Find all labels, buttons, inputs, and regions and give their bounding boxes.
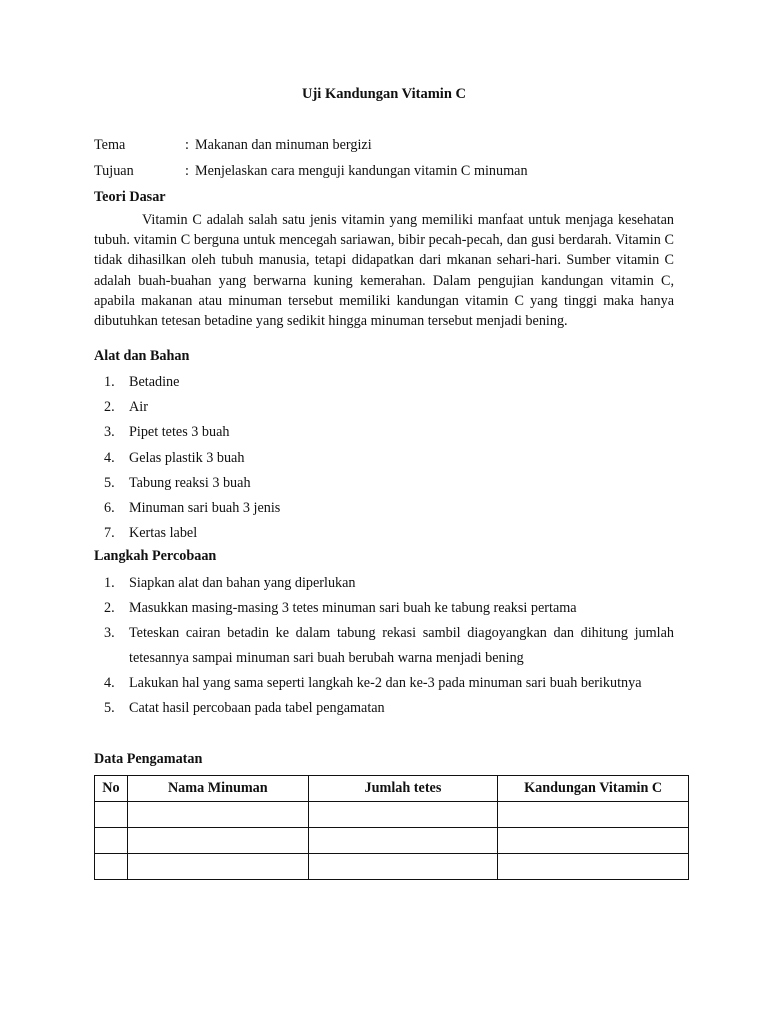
table-cell (498, 854, 689, 880)
langkah-list (94, 571, 674, 721)
list-number: 1. (104, 374, 115, 390)
meta-separator: : (185, 163, 189, 179)
meta-row-tema (94, 137, 694, 157)
column-header-no: No (95, 776, 128, 802)
table-row (95, 828, 689, 854)
teori-paragraph: Vitamin C adalah salah satu jenis vitamin yang memiliki manfaat untuk menjaga kesehatan tubuh. vitamin C berguna untuk mencegah sariawan, bibir pecah-pecah, dan gusi berdarah. Vitamin C tidak dihasilkan oleh tubuh manusia, tetapi didapatkan dari mkanan sehari-hari. Sumber vitamin C adalah buah-buahan yang berwarna kuning kemerahan. Dalam pengujian kandungan vitamin C, apabila makanan atau minuman tersebut memiliki kandungan vitamin C yang tinggi maka hanya dibutuhkan tetesan betadine yang sedikit hingga minuman tersebut menjadi bening. (94, 212, 674, 330)
list-item (94, 522, 674, 547)
list-item (94, 497, 674, 522)
list-number: 7. (104, 525, 115, 542)
list-item (94, 671, 674, 696)
section-heading-alat: Alat dan Bahan (94, 348, 190, 364)
list-item (94, 371, 674, 396)
list-text: Teteskan cairan betadin ke dalam tabung rekasi sambil diagoyangkan dan dihitung jumlah tetesannya sampai minuman sari buah berubah warna menjadi bening (129, 625, 674, 666)
list-text: Masukkan masing-masing 3 tetes minuman sari buah ke tabung reaksi pertama (129, 600, 577, 616)
section-heading-teori: Teori Dasar (94, 189, 166, 205)
observation-table (94, 775, 689, 880)
list-text: Catat hasil percobaan pada tabel pengamatan (129, 700, 385, 716)
section-heading-langkah: Langkah Percobaan (94, 548, 217, 564)
table-cell (95, 854, 128, 880)
list-number: 5. (104, 700, 115, 716)
table-cell (127, 854, 308, 880)
table-row (95, 854, 689, 880)
list-item (94, 396, 674, 421)
document-title: Uji Kandungan Vitamin C (302, 86, 466, 102)
list-text: Air (129, 399, 148, 416)
list-text: Lakukan hal yang sama seperti langkah ke-2 dan ke-3 pada minuman sari buah berikutnya (129, 675, 642, 691)
table-cell (498, 828, 689, 854)
meta-key: Tujuan (94, 163, 134, 179)
table-cell (127, 828, 308, 854)
list-item (94, 571, 674, 596)
list-text: Kertas label (129, 525, 198, 542)
list-text: Tabung reaksi 3 buah (129, 474, 251, 491)
table-cell (127, 802, 308, 828)
table-row (95, 802, 689, 828)
table-cell (498, 802, 689, 828)
section-heading-data: Data Pengamatan (94, 751, 203, 767)
list-number: 3. (104, 424, 115, 441)
list-number: 1. (104, 575, 115, 591)
list-item (94, 421, 674, 446)
list-text: Gelas plastik 3 buah (129, 449, 245, 466)
list-number: 4. (104, 675, 115, 691)
list-text: Pipet tetes 3 buah (129, 424, 230, 441)
meta-separator: : (185, 137, 189, 153)
list-number: 2. (104, 600, 115, 616)
table-cell (308, 854, 498, 880)
list-text: Minuman sari buah 3 jenis (129, 499, 281, 516)
list-number: 3. (104, 625, 115, 641)
list-number: 4. (104, 449, 115, 466)
list-item (94, 596, 674, 621)
table-cell (308, 802, 498, 828)
list-number: 2. (104, 399, 115, 416)
column-header-nama: Nama Minuman (127, 776, 308, 802)
meta-key: Tema (94, 137, 126, 153)
meta-row-tujuan (94, 163, 694, 183)
column-header-jumlah: Jumlah tetes (308, 776, 498, 802)
list-item (94, 621, 674, 671)
list-text: Siapkan alat dan bahan yang diperlukan (129, 575, 356, 591)
table-cell (95, 802, 128, 828)
table-header-row (95, 776, 689, 802)
alat-list (94, 371, 674, 547)
meta-value: Makanan dan minuman bergizi (195, 137, 372, 153)
column-header-kandungan: Kandungan Vitamin C (498, 776, 689, 802)
list-number: 6. (104, 499, 115, 516)
list-text: Betadine (129, 374, 180, 390)
list-number: 5. (104, 474, 115, 491)
meta-value: Menjelaskan cara menguji kandungan vitamin C minuman (195, 163, 528, 179)
list-item (94, 447, 674, 472)
table-cell (95, 828, 128, 854)
table-cell (308, 828, 498, 854)
list-item (94, 696, 674, 721)
list-item (94, 472, 674, 497)
